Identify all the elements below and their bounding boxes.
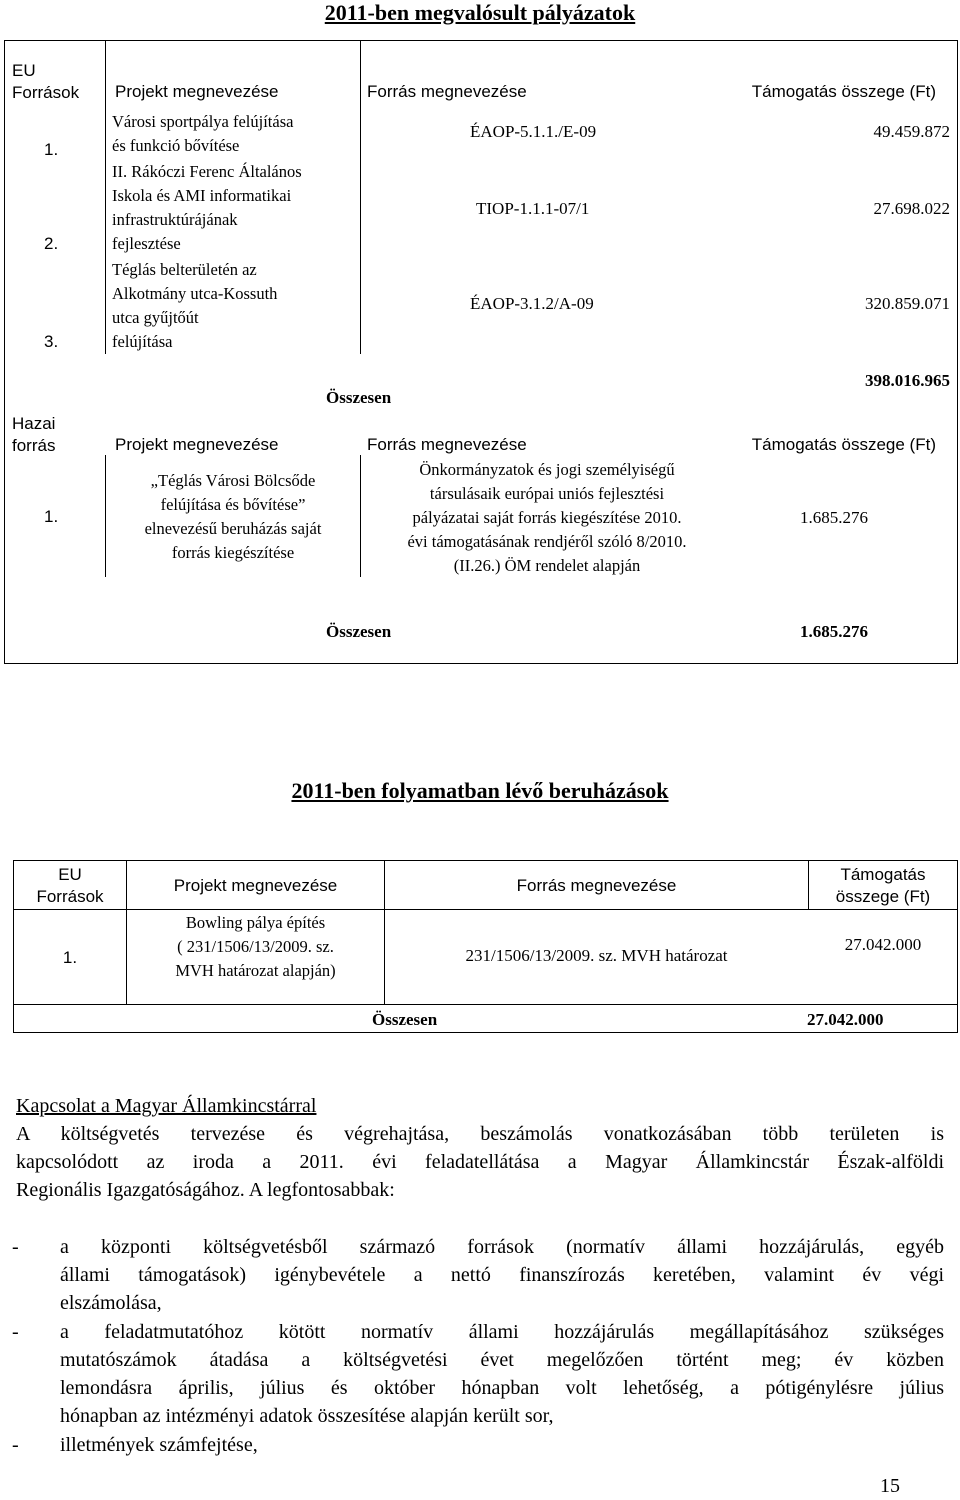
divider: [360, 101, 361, 354]
bullet-line: hónapban az intézményi adatok összesítése alapján került sor,: [60, 1405, 554, 1427]
row-number: 2.: [44, 234, 59, 253]
eu-header-line2: Források: [36, 887, 104, 906]
bullet-line: a központi költségvetésből származó források (normatív állami hozzájárulás, egyéb: [60, 1236, 944, 1258]
col-amount-header: Támogatás összege (Ft): [751, 82, 936, 101]
row-number: 1.: [44, 140, 59, 159]
divider: [105, 41, 106, 101]
project-line: ( 231/1506/13/2009. sz.: [177, 937, 334, 956]
source-line: társulásaik európai uniós fejlesztési: [429, 484, 665, 503]
amount-header-line2: összege (Ft): [835, 887, 931, 906]
domestic-source-header: [12, 413, 55, 457]
bullet-item: [60, 1431, 944, 1459]
bullet-line: állami támogatások) igénybevétele a nettó finanszírozás keretében, valamint év végi: [60, 1264, 944, 1286]
row-divider: [13, 1004, 958, 1005]
amount-header-line1: Támogatás: [840, 865, 926, 884]
project-name: [112, 160, 302, 256]
eu-header-line2: Források: [12, 83, 80, 102]
source-code: ÉAOP-5.1.1./E-09: [470, 122, 597, 141]
row-number: 3.: [44, 332, 59, 351]
total-amount: 1.685.276: [800, 622, 868, 641]
eu-sources-header: [12, 60, 79, 104]
bullet-dash: -: [12, 1321, 19, 1343]
eu-header-line1: EU: [12, 61, 36, 80]
project-line: felújítása: [112, 332, 173, 351]
divider: [360, 41, 361, 101]
project-name: [112, 258, 277, 354]
amount-value: 49.459.872: [873, 122, 950, 141]
project-line: Városi sportpálya felújítása: [112, 112, 294, 131]
project-line: fejlesztése: [112, 234, 181, 253]
total-label: Összesen: [326, 388, 392, 407]
eu-header-line1: EU: [58, 865, 82, 884]
project-name: [127, 911, 384, 983]
total-amount: 27.042.000: [807, 1010, 884, 1029]
bullet-item: [60, 1233, 944, 1317]
intro-paragraph: [16, 1120, 944, 1204]
source-description: [362, 458, 732, 578]
eu-sources-header: [14, 864, 126, 908]
project-line: Bowling pálya építés: [185, 913, 326, 932]
amount-value: 27.042.000: [844, 935, 922, 954]
section3-heading: Kapcsolat a Magyar Államkincstárral: [16, 1095, 317, 1117]
source-line: évi támogatásának rendjéről szóló 8/2010.: [407, 532, 687, 551]
row-number: 1.: [62, 948, 78, 967]
bullet-line: illetmények számfejtése,: [60, 1434, 258, 1456]
project-line: „Téglás Városi Bölcsőde: [150, 471, 316, 490]
project-line: utca gyűjtőút: [112, 308, 199, 327]
bullet-line: a feladatmutatóhoz kötött normatív állami hozzájárulás megállapításához szükséges: [60, 1321, 944, 1343]
paragraph-line: kapcsolódott az iroda a 2011. évi feladatellátása a Magyar Államkincstár Észak-alföldi: [16, 1151, 944, 1173]
divider: [360, 455, 361, 577]
bullet-line: lemondásra április, július és október hónapban volt lehetőség, a pótigénylésre július: [60, 1377, 944, 1399]
project-line: infrastruktúrájának: [112, 210, 238, 229]
source-code: TIOP-1.1.1-07/1: [476, 199, 590, 218]
total-amount: 398.016.965: [865, 371, 950, 390]
amount-value: 320.859.071: [865, 294, 950, 313]
project-line: forrás kiegészítése: [171, 543, 295, 562]
col-amount-header: [809, 864, 957, 908]
amount-value: 1.685.276: [800, 508, 868, 527]
col-source-header: Forrás megnevezése: [516, 876, 677, 895]
page-number: 15: [880, 1475, 900, 1497]
bullet-line: elszámolása,: [60, 1292, 162, 1314]
bullet-dash: -: [12, 1236, 19, 1258]
col-amount-header: Támogatás összege (Ft): [751, 435, 936, 454]
project-line: Alkotmány utca-Kossuth: [112, 284, 278, 303]
project-line: Iskola és AMI informatikai: [112, 186, 292, 205]
hazai-header-line2: forrás: [12, 436, 56, 455]
col-project-header: Projekt megnevezése: [173, 876, 338, 895]
divider: [105, 101, 106, 354]
source-line: (II.26.) ÖM rendelet alapján: [453, 556, 641, 575]
row-number: 1.: [44, 507, 59, 526]
project-line: és funkció bővítése: [112, 136, 240, 155]
col-source-header: Forrás megnevezése: [367, 82, 527, 101]
amount-value: 27.698.022: [873, 199, 950, 218]
hazai-header-line1: Hazai: [12, 414, 56, 433]
col-project-header: Projekt megnevezése: [115, 82, 279, 101]
paragraph-line: A költségvetés tervezése és végrehajtása, beszámolás vonatkozásában több területen is: [16, 1123, 944, 1145]
bullet-item: [60, 1318, 944, 1430]
col-project-header: Projekt megnevezése: [115, 435, 279, 454]
project-line: elnevezésű beruházás saját: [144, 519, 322, 538]
project-line: Téglás belterületén az: [112, 260, 257, 279]
project-line: II. Rákóczi Ferenc Általános: [112, 162, 302, 181]
bullet-dash: -: [12, 1434, 19, 1456]
source-line: pályázatai saját forrás kiegészítése 2010.: [412, 508, 682, 527]
total-label: Összesen: [372, 1010, 438, 1029]
paragraph-line: Regionális Igazgatóságához. A legfontosabbak:: [16, 1179, 395, 1201]
source-description: 231/1506/13/2009. sz. MVH határozat: [465, 946, 728, 965]
total-label: Összesen: [326, 622, 392, 641]
section2-title: 2011-ben folyamatban lévő beruházások: [291, 778, 669, 803]
project-name: [106, 469, 360, 565]
header-divider: [13, 909, 958, 910]
bullet-line: mutatószámok átadása a költségvetési évet megelőzően történt meg; év közben: [60, 1349, 944, 1371]
project-line: MVH határozat alapján): [175, 961, 336, 980]
source-code: ÉAOP-3.1.2/A-09: [470, 294, 594, 313]
project-name: [112, 110, 293, 158]
section1-title: 2011-ben megvalósult pályázatok: [324, 0, 636, 25]
col-source-header: Forrás megnevezése: [367, 435, 527, 454]
project-line: felújítása és bővítése”: [160, 495, 306, 514]
source-line: Önkormányzatok és jogi személyiségű: [419, 460, 675, 479]
